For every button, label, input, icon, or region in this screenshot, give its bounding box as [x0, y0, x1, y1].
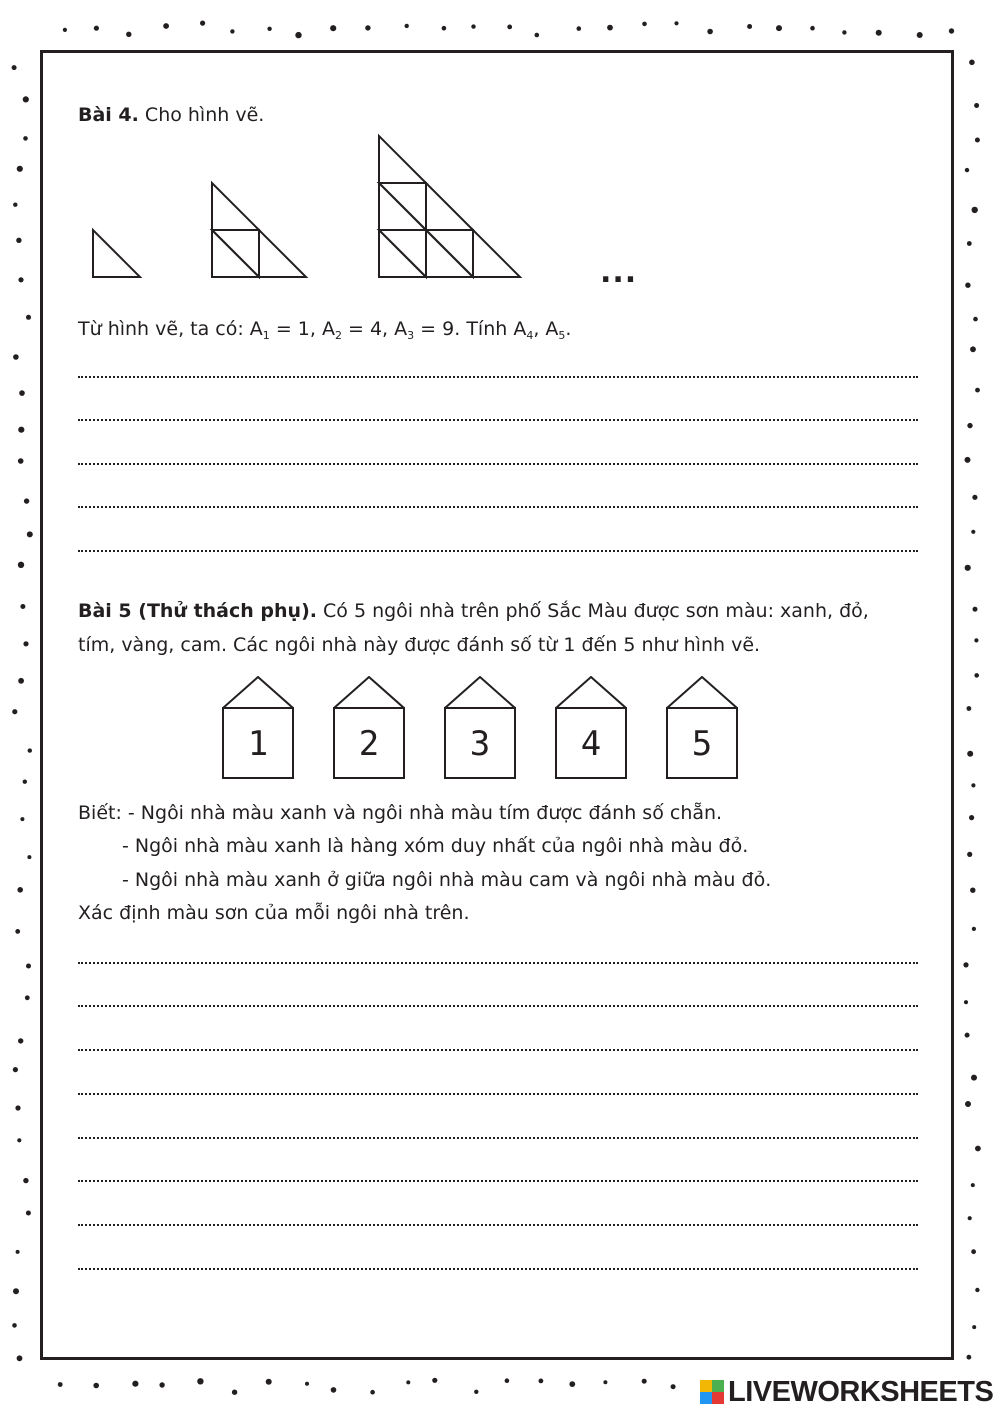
decorative-dot — [15, 1105, 20, 1110]
decorative-dot — [13, 354, 19, 360]
house-number: 1 — [247, 724, 269, 764]
house-roof — [222, 676, 294, 709]
decorative-dot — [26, 1211, 31, 1216]
decorative-dot — [58, 1382, 63, 1387]
decorative-dot — [969, 815, 974, 820]
term-a2: $A_2 = 4$, — [321, 318, 395, 342]
ask-prefix: Tính — [466, 318, 514, 340]
decorative-dot — [26, 964, 31, 969]
logo-mark-icon — [700, 1380, 724, 1404]
decorative-dot — [539, 1379, 544, 1384]
decorative-dot — [974, 673, 979, 678]
answer-line[interactable] — [78, 506, 918, 508]
small-triangle-inverted — [426, 230, 473, 277]
decorative-dot — [132, 1381, 138, 1387]
decorative-dot — [971, 783, 975, 787]
house-3 — [444, 676, 516, 779]
answer-line[interactable] — [78, 1093, 918, 1095]
answer-line[interactable] — [78, 463, 918, 465]
decorative-dot — [963, 962, 968, 967]
house-roof — [444, 676, 516, 709]
decorative-dot — [968, 1216, 972, 1220]
house-number: 2 — [358, 724, 380, 764]
small-triangle — [473, 230, 520, 277]
decorative-dot — [23, 1178, 28, 1183]
decorative-dot — [432, 1378, 437, 1383]
exercise-4-intro: Cho hình vẽ. — [144, 104, 265, 126]
small-triangle-inverted — [212, 230, 259, 277]
decorative-dot — [93, 1383, 99, 1389]
house-roof — [555, 676, 627, 709]
decorative-dot — [16, 1250, 20, 1254]
ask-a4: $A_4$, — [513, 318, 546, 342]
decorative-dot — [967, 751, 973, 757]
decorative-dot — [970, 346, 976, 352]
decorative-dot — [18, 562, 24, 568]
answer-line[interactable] — [78, 1049, 918, 1051]
triangle-figure-2 — [212, 183, 306, 277]
small-triangle — [93, 230, 140, 277]
decorative-dot — [971, 530, 975, 534]
ask-a5: $A_5$. — [545, 318, 572, 342]
decorative-dot — [971, 1249, 976, 1254]
house-number: 3 — [469, 724, 491, 764]
answer-line[interactable] — [78, 1224, 918, 1226]
decorative-dot — [305, 1382, 309, 1386]
exercise-5-line-2: tím, vàng, cam. Các ngôi nhà này được đánh số từ 1 đến 5 như hình vẽ. — [78, 634, 761, 656]
decorative-dot — [12, 709, 17, 714]
decorative-dot — [967, 706, 972, 711]
decorative-dot — [970, 888, 975, 893]
answer-line[interactable] — [78, 962, 918, 964]
exercise-5-question: Xác định màu sơn của mỗi ngôi nhà trên. — [78, 902, 470, 924]
decorative-dot — [975, 388, 980, 393]
decorative-dot — [971, 1075, 977, 1081]
decorative-dot — [17, 1138, 21, 1142]
logo-wordmark: LIVEWORKSHEETS — [728, 1376, 994, 1408]
decorative-dot — [474, 1390, 478, 1394]
triangle-figure-1 — [93, 230, 140, 277]
decorative-dot — [18, 678, 24, 684]
house-1 — [222, 676, 294, 779]
decorative-dot — [159, 1382, 164, 1387]
triangle-pattern-figure — [0, 0, 1000, 300]
decorative-dot — [975, 1146, 981, 1152]
decorative-dot — [964, 1000, 968, 1004]
answer-line[interactable] — [78, 1268, 918, 1270]
decorative-dot — [20, 604, 25, 609]
figure-ellipsis: ... — [600, 255, 638, 290]
decorative-dot — [15, 929, 20, 934]
decorative-dot — [965, 1101, 971, 1107]
house-number: 5 — [691, 724, 713, 764]
decorative-dot — [23, 641, 28, 646]
house-roof — [333, 676, 405, 709]
decorative-dot — [965, 565, 971, 571]
decorative-dot — [505, 1378, 510, 1383]
decorative-dot — [331, 1387, 337, 1393]
decorative-dot — [972, 1325, 976, 1329]
decorative-dot — [28, 748, 32, 752]
decorative-dot — [406, 1380, 410, 1384]
decorative-dot — [603, 1380, 607, 1384]
decorative-dot — [25, 995, 30, 1000]
answer-line[interactable] — [78, 1180, 918, 1182]
exercise-4-formula — [78, 316, 571, 342]
answer-line[interactable] — [78, 376, 918, 378]
decorative-dot — [12, 1323, 17, 1328]
decorative-dot — [973, 317, 978, 322]
decorative-dot — [370, 1390, 375, 1395]
decorative-dot — [972, 495, 977, 500]
exercise-5-line-1: Bài 5 (Thử thách phụ). Có 5 ngôi nhà trên phố Sắc Màu được sơn màu: xanh, đỏ, — [78, 600, 869, 622]
house-number: 4 — [580, 724, 602, 764]
answer-line[interactable] — [78, 550, 918, 552]
house-roof — [666, 676, 738, 709]
decorative-dot — [266, 1379, 272, 1385]
decorative-dot — [18, 458, 24, 464]
small-triangle-inverted — [379, 183, 426, 230]
term-a3: $A_3 = 9$. — [394, 318, 467, 342]
decorative-dot — [19, 390, 25, 396]
decorative-dot — [974, 638, 978, 642]
decorative-dot — [232, 1390, 237, 1395]
small-triangle — [426, 183, 473, 230]
decorative-dot — [569, 1381, 575, 1387]
answer-line[interactable] — [78, 1005, 918, 1007]
small-triangle — [212, 183, 259, 230]
decorative-dot — [17, 1355, 23, 1361]
small-triangle — [259, 230, 306, 277]
term-a1: $A_1 = 1$, — [249, 318, 322, 342]
house-2 — [333, 676, 405, 779]
decorative-dot — [975, 1288, 979, 1292]
decorative-dot — [965, 457, 971, 463]
decorative-dot — [27, 531, 33, 537]
decorative-dot — [24, 498, 29, 503]
exercise-4-title: Bài 4. — [78, 104, 139, 126]
decorative-dot — [18, 1038, 23, 1043]
decorative-dot — [973, 607, 978, 612]
small-triangle — [379, 136, 426, 183]
decorative-dot — [642, 1379, 647, 1384]
decorative-dot — [18, 427, 24, 433]
house-4 — [555, 676, 627, 779]
answer-line[interactable] — [78, 1137, 918, 1139]
exercise-5-title: Bài 5 (Thử thách phụ). — [78, 600, 317, 622]
decorative-dot — [965, 1033, 970, 1038]
decorative-dot — [13, 1067, 18, 1072]
hint-1: Biết: - Ngôi nhà màu xanh và ngôi nhà màu tím được đánh số chẵn. — [78, 802, 723, 824]
decorative-dot — [972, 927, 976, 931]
hint-2: - Ngôi nhà màu xanh là hàng xóm duy nhất của ngôi nhà màu đỏ. — [122, 835, 749, 857]
decorative-dot — [23, 780, 27, 784]
triangle-figure-3 — [379, 136, 520, 277]
decorative-dot — [20, 817, 24, 821]
decorative-dot — [671, 1384, 676, 1389]
decorative-dot — [26, 315, 31, 320]
answer-line[interactable] — [78, 419, 918, 421]
decorative-dot — [27, 855, 31, 859]
small-triangle-inverted — [379, 230, 426, 277]
decorative-dot — [971, 1183, 975, 1187]
decorative-dot — [13, 1288, 19, 1294]
decorative-dot — [967, 852, 972, 857]
house-5 — [666, 676, 738, 779]
decorative-dot — [967, 1355, 972, 1360]
decorative-dot — [967, 423, 972, 428]
decorative-dot — [197, 1378, 203, 1384]
formula-prefix: Từ hình vẽ, ta có: — [78, 318, 250, 340]
decorative-dot — [17, 887, 23, 893]
hint-3: - Ngôi nhà màu xanh ở giữa ngôi nhà màu cam và ngôi nhà màu đỏ. — [122, 869, 772, 891]
